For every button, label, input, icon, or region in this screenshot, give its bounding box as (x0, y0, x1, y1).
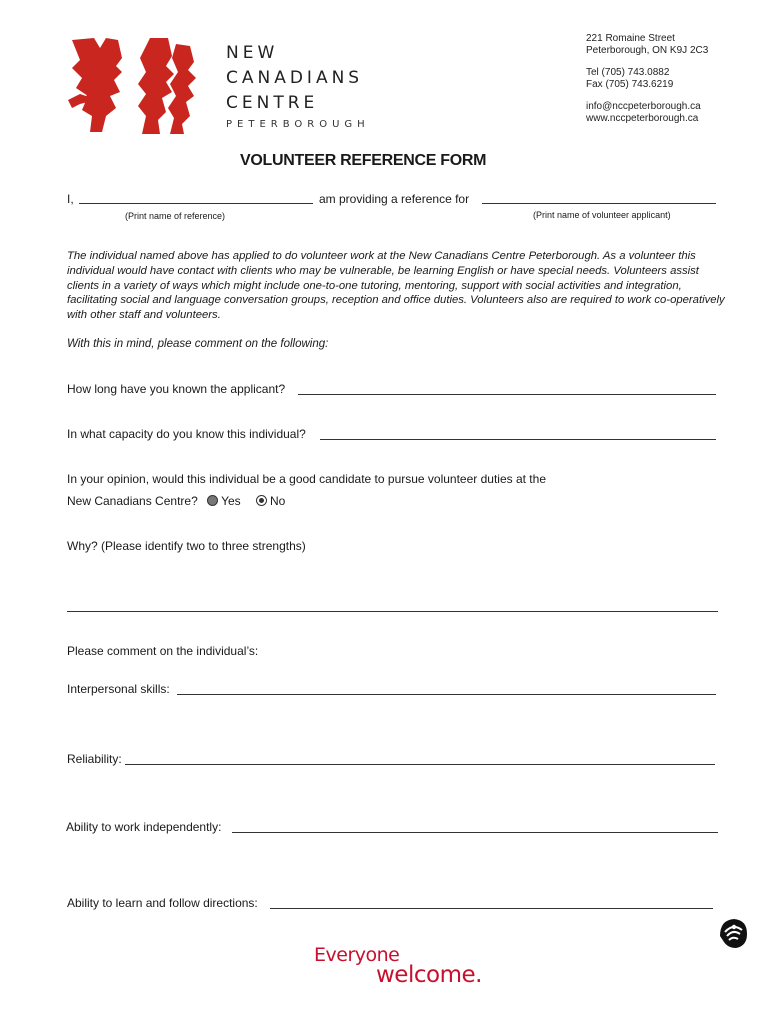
united-way-icon (716, 916, 750, 950)
reference-caption: (Print name of reference) (125, 211, 226, 221)
reference-providing-text: am providing a reference for (319, 192, 470, 206)
logo-line-new: NEW (226, 43, 279, 63)
logo-line-canadians: CANADIANS (226, 68, 364, 88)
capacity-field[interactable] (320, 439, 716, 440)
contact-street: 221 Romaine Street (586, 33, 675, 44)
intro-paragraph: The individual named above has applied to do volunteer work at the New Canadians Centre Peterborough. As a volunteer this individual would have contact with clients who may be vulnerable, be learning English or have special needs. Volunteers assist clients in a variety of ways which might include one-to-one tutoring, mentoring, support with social activities and integration, facilitating social and language conversation groups, reception and office duties. Volunteers also are required to work co-operatively with other staff and volunteers. (67, 250, 725, 322)
question-capacity: In what capacity do you know this individual? (67, 427, 306, 441)
radio-yes[interactable] (207, 494, 241, 508)
why-field[interactable] (67, 611, 718, 612)
logo-line-peterborough: PETERBOROUGH (226, 119, 370, 130)
organization-logo (62, 36, 222, 136)
question-why: Why? (Please identify two to three strengths) (67, 539, 306, 553)
contact-website[interactable]: www.nccpeterborough.ca (586, 113, 699, 124)
logo-line-centre: CENTRE (226, 93, 319, 113)
applicant-caption: (Print name of volunteer applicant) (533, 210, 671, 220)
reliability-field[interactable] (125, 764, 715, 765)
interpersonal-field[interactable] (177, 694, 716, 695)
radio-yes-circle[interactable] (207, 495, 218, 506)
label-independence: Ability to work independently: (66, 820, 222, 834)
radio-no-label: No (270, 494, 286, 508)
contact-city: Peterborough, ON K9J 2C3 (586, 45, 709, 56)
directions-field[interactable] (270, 908, 713, 909)
radio-no-circle[interactable] (256, 495, 267, 506)
form-title: VOLUNTEER REFERENCE FORM (240, 152, 487, 169)
question-how-long: How long have you known the applicant? (67, 382, 286, 396)
contact-tel: Tel (705) 743.0882 (586, 67, 670, 78)
question-candidate-line1: In your opinion, would this individual be a good candidate to pursue volunteer duties at the (67, 472, 546, 486)
radio-yes-label: Yes (221, 494, 241, 508)
applicant-name-field[interactable] (482, 203, 716, 204)
how-long-field[interactable] (298, 394, 716, 395)
contact-block (586, 33, 756, 125)
slogan-welcome: welcome. (376, 962, 482, 988)
label-reliability: Reliability: (67, 752, 122, 766)
question-candidate-line2 (67, 494, 285, 508)
contact-fax: Fax (705) 743.6219 (586, 79, 674, 90)
slogan-everyone: Everyone (314, 944, 400, 966)
comment-heading: Please comment on the individual’s: (67, 644, 259, 658)
radio-no[interactable] (256, 494, 285, 508)
contact-email[interactable]: info@nccpeterborough.ca (586, 101, 701, 112)
independence-field[interactable] (232, 832, 718, 833)
instruction-text: With this in mind, please comment on the following: (67, 338, 329, 350)
helping-hand-icon (716, 916, 750, 950)
reference-prefix: I, (67, 192, 74, 206)
question-candidate-text: New Canadians Centre? (67, 494, 198, 508)
maple-faces-emblem (62, 36, 222, 136)
label-interpersonal: Interpersonal skills: (67, 682, 170, 696)
label-directions: Ability to learn and follow directions: (67, 896, 258, 910)
reference-name-field[interactable] (79, 203, 313, 204)
